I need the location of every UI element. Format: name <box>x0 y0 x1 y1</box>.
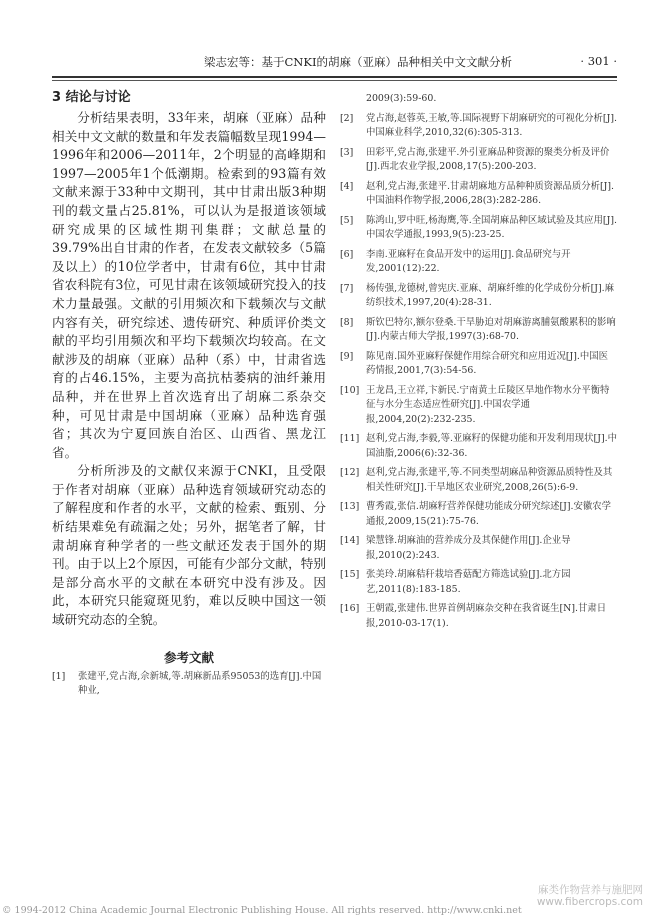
reference-item <box>340 248 617 277</box>
reference-item <box>340 602 617 631</box>
references-heading: 参考文献 <box>163 649 214 665</box>
reference-item <box>340 500 617 529</box>
reference-number: [1] <box>52 670 66 682</box>
right-column <box>340 92 617 636</box>
reference-item <box>340 432 617 461</box>
reference-text: 党占海,赵蓉英,王敏,等.国际视野下胡麻研究的可视化分析[J].中国麻业科学,2010,32(6):305-313. <box>366 112 617 138</box>
reference-item <box>340 112 617 141</box>
reference-text: 梁慧锋.胡麻油的营养成分及其保健作用[J].企业导报,2010(2):243. <box>366 535 571 561</box>
reference-number: [12] <box>340 467 360 478</box>
reference-number: [8] <box>340 316 354 328</box>
reference-item <box>340 466 617 495</box>
reference-number: [14] <box>340 535 360 546</box>
reference-text: 赵利,党占海,张建平,等.不同类型胡麻品种资源品质特性及其相关性研究[J].干旱地区农业研究,2008,26(5):6-9. <box>366 467 613 493</box>
reference-number: [13] <box>340 501 360 512</box>
reference-text: 张美玲.胡麻秸秆栽培香菇配方筛选试验[J].北方园艺,2011(8):183-185. <box>366 569 571 595</box>
reference-number: [10] <box>340 384 360 396</box>
reference-item <box>340 534 617 563</box>
page-number: · 301 · <box>580 54 617 68</box>
reference-number: [5] <box>340 214 354 226</box>
reference-number: [7] <box>340 282 354 294</box>
section-heading: 3 结论与讨论 <box>52 90 131 105</box>
reference-text: 陈鸿山,罗中旺,杨海鹰,等.全国胡麻品种区域试验及其应用[J].中国农学通报,1993,9(5):23-25. <box>366 214 617 240</box>
reference-item <box>340 180 617 209</box>
reference-number: [6] <box>340 248 354 260</box>
reference-number: [9] <box>340 350 354 362</box>
reference-number: [2] <box>340 112 354 124</box>
paragraph: 分析结果表明，33年来，胡麻（亚麻）品种相关中文文献的数量和年发表篇幅数呈现1994—1996年和2006—2011年，2个明显的高峰期和1997—2005年1个低潮期。检索到的93篇有效文献来源于33种中文期刊，其中甘肃出版3种期刊的载文量占25.81%，可以认为是报道该领域研究成果的区域性期刊集群；文献总量的39.79%出自甘肃的作者，在发表文献较多（5篇及以上）的10位学者中，甘肃有6位，其中甘肃省农科院有3位，可见甘肃在该领域研究投入的技术力量最强。文献的引用频次和下载频次与文献内容有关，研究综述、遗传研究、种质评价类文献的平均引用频次和平均下载频次均较高。在文献涉及的胡麻（亚麻）品种（系）中，甘肃省选育的占46.15%，主要为高抗枯萎病的油纤兼用品种，并在世界上首次选育出了胡麻二系杂交种，可见甘肃是中国胡麻（亚麻）品种选育强省；其次为宁夏回族自治区、山西省、黑龙江省。 <box>52 110 326 460</box>
copyright-footer: © 1994-2012 China Academic Journal Electronic Publishing House. All rights reserved. http://www.cnki.net <box>2 905 522 916</box>
reference-item <box>340 316 617 345</box>
reference-text: 田彩平,党占海,张建平.外引亚麻品种资源的聚类分析及评价[J].西北农业学报,2008,17(5):200-203. <box>366 146 610 172</box>
watermark-line: 麻类作物营养与施肥网 <box>538 884 643 896</box>
reference-number: [11] <box>340 433 360 444</box>
watermark <box>537 884 643 908</box>
reference-number: [3] <box>340 146 354 158</box>
reference-text: 杨传强,龙德树,曾宪庆.亚麻、胡麻纤维的化学成份分析[J].麻纺织技术,1997,20(4):28-31. <box>366 282 614 308</box>
reference-item <box>52 670 326 699</box>
reference-item <box>340 384 617 428</box>
header-rule-thin <box>52 80 617 81</box>
reference-text: 陈见南.国外亚麻籽保健作用综合研究和应用近况[J].中国医药情报,2001,7(3):54-56. <box>366 350 609 376</box>
reference-text: 赵利,党占海,张建平.甘肃胡麻地方品种种质资源品质分析[J].中国油料作物学报,2006,28(3):282-286. <box>366 180 614 206</box>
paragraph: 分析所涉及的文献仅来源于CNKI，且受限于作者对胡麻（亚麻）品种选育领域研究动态的了解程度和作者的水平，文献的检索、甄别、分析结果难免有疏漏之处；另外，据笔者了解，甘肃胡麻育种学者的一些文献还发表于国外的期刊。由于以上2个原因，可能有少部分文献，特别是部分高水平的文献在本研究中没有涉及。因此，本研究只能窥斑见豹，难以反映中国这一领域研究动态的全貌。 <box>52 463 326 628</box>
reference-text: 斯钦巴特尔,额尔登桑.干旱胁迫对胡麻游离脯氨酸累积的影响[J].内蒙古师大学报,1997(3):68-70. <box>366 316 616 342</box>
watermark-url: www.fibercrops.com <box>536 896 643 908</box>
header-rule <box>52 76 617 78</box>
reference-text: 赵利,党占海,李毅,等.亚麻籽的保健功能和开发利用现状[J].中国油脂,2006(6):32-36. <box>366 433 617 459</box>
reference-text: 王龙昌,王立祥,卞新民.宁南黄土丘陵区旱地作物水分平衡特征与水分生态适应性研究[J].中国农学通报,2004,20(2):232-235. <box>366 384 610 425</box>
reference-item <box>340 282 617 311</box>
reference-text: 李南.亚麻籽在食品开发中的运用[J].食品研究与开发,2001(12):22. <box>366 248 571 274</box>
reference-number: [4] <box>340 180 354 192</box>
reference-number: [15] <box>340 569 360 580</box>
running-title: 梁志宏等：基于CNKI的胡麻（亚麻）品种相关中文文献分析 <box>204 55 512 69</box>
running-header <box>52 54 617 70</box>
reference-list <box>340 112 617 632</box>
reference-item <box>340 350 617 379</box>
reference-item <box>340 568 617 597</box>
left-column <box>52 86 326 704</box>
reference-number: [16] <box>340 603 360 614</box>
reference-text: 王朝霞,张建伟.世界首例胡麻杂交种在我省诞生[N].甘肃日报,2010-03-17(1). <box>366 603 607 629</box>
reference-text: 曹秀霞,张信.胡麻籽营养保健功能成分研究综述[J].安徽农学通报,2009,15(21):75-76. <box>366 501 612 527</box>
reference-continuation: 2009(3):59-60. <box>366 93 437 104</box>
reference-text: 张建平,党占海,佘新城,等.胡麻新品系95053的选育[J].中国种业, <box>78 670 322 697</box>
reference-item <box>340 214 617 243</box>
reference-item <box>340 146 617 175</box>
